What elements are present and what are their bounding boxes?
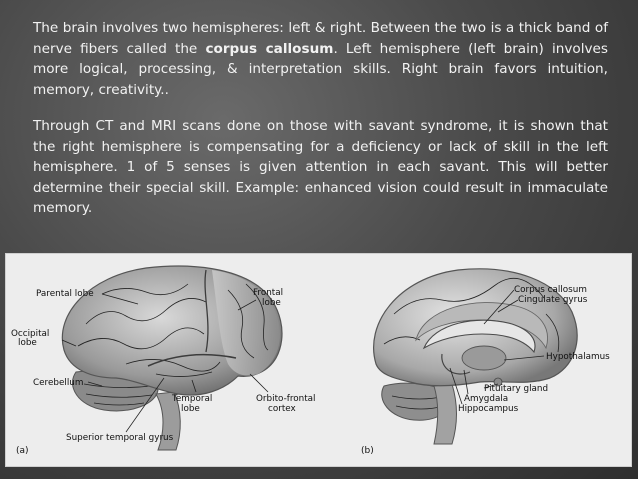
brain-illustration <box>6 254 631 466</box>
corpus-callosum-term: corpus callosum <box>205 40 334 57</box>
label-frontal-lobe-line1: Frontal <box>253 288 284 298</box>
paragraph-1-start: The brain involves two hemispheres: left & right. Between the two is a thick band of nerve fibers called the <box>33 20 608 57</box>
panel-b-tag: (b) <box>361 446 374 456</box>
slide-text <box>33 18 608 235</box>
label-orbito-frontal-line2: cortex <box>268 404 296 414</box>
label-frontal-lobe-line2: lobe <box>262 298 281 308</box>
lateral-brain-drawing <box>62 266 282 450</box>
label-cingulate-gyrus: Cingulate gyrus <box>518 295 588 305</box>
label-occipital-lobe-line2: lobe <box>18 338 37 348</box>
label-temporal-lobe-line2: lobe <box>181 404 200 414</box>
label-pituitary-gland: Pituitary gland <box>484 384 549 394</box>
label-amygdala: Amygdala <box>464 394 509 404</box>
brain-figure <box>5 253 632 467</box>
label-cerebellum: Cerebellum <box>33 378 84 388</box>
label-orbito-frontal-line1: Orbito-frontal <box>256 394 316 404</box>
paragraph-hemispheres <box>33 18 608 100</box>
label-parental-lobe: Parental lobe <box>36 289 94 299</box>
label-hypothalamus: Hypothalamus <box>546 352 610 362</box>
label-corpus-callosum: Corpus callosum <box>514 285 587 295</box>
panel-a-tag: (a) <box>16 446 29 456</box>
paragraph-1-end: . Left hemisphere (left brain) involves more logical, processing, & interpretation skills. Right brain favors intuition, memory, creativity.. <box>33 40 608 98</box>
label-occipital-lobe-line1: Occipital <box>11 329 50 339</box>
label-hippocampus: Hippocampus <box>458 404 519 414</box>
paragraph-savant-scans: Through CT and MRI scans done on those with savant syndrome, it is shown that the right hemisphere is compensating for a deficiency or lack of skill in the left hemisphere. 1 of 5 senses is given attention in each savant. This will better determine their special skill. Example: enhanced vision could result in immaculate memory. <box>33 118 608 216</box>
label-temporal-lobe-line1: Temporal <box>172 394 213 404</box>
label-superior-temporal-gyrus: Superior temporal gyrus <box>66 433 174 443</box>
